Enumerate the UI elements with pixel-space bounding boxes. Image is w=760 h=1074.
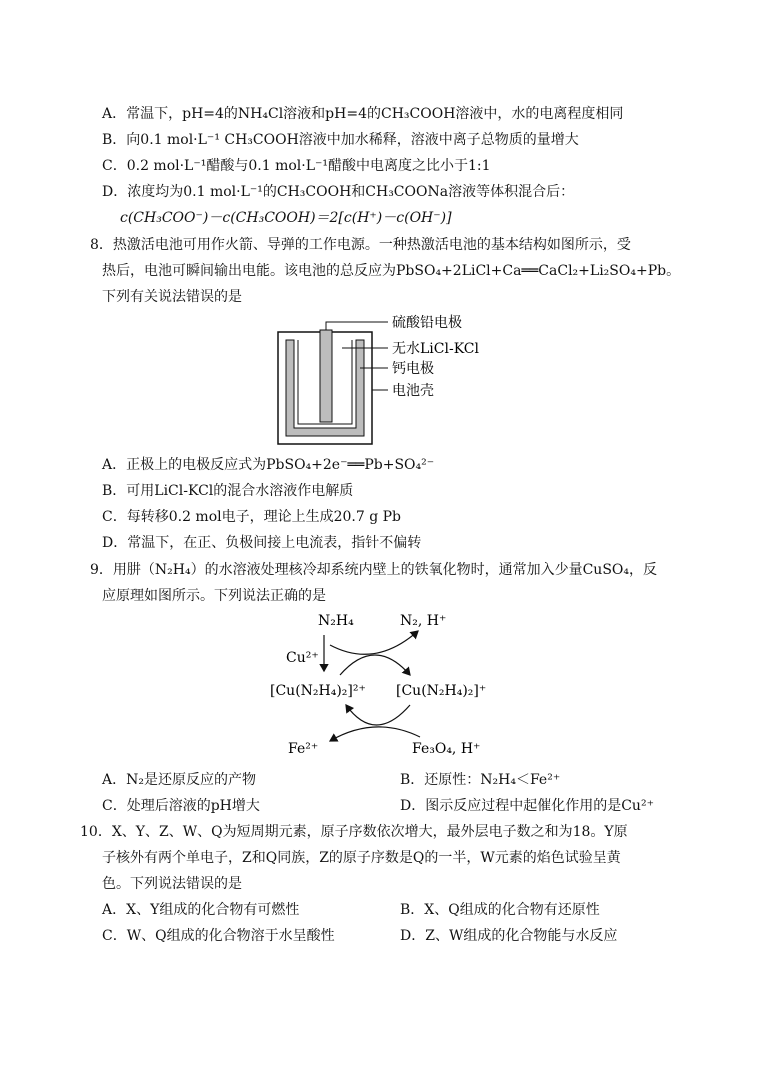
lead-sulfate-electrode	[320, 330, 332, 422]
q9-stem-line2: 应原理如图所示。下列说法正确的是	[102, 588, 326, 604]
q10-stem-line1: 10．X、Y、Z、W、Q为短周期元素，原子序数依次增大，最外层电子数之和为18。Y原	[80, 824, 628, 840]
label-complex-1plus: [Cu(N₂H₄)₂]⁺	[396, 683, 487, 699]
label-battery-shell: 电池壳	[392, 383, 434, 399]
q10-stem-line2: 子核外有两个单电子，Z和Q同族，Z的原子序数是Q的一半，W元素的焰色试验呈黄	[102, 850, 621, 866]
label-cu2: Cu²⁺	[286, 650, 319, 666]
label-fe3o4-h: Fe₃O₄, H⁺	[412, 741, 481, 757]
q7-option-d: D．浓度均为0.1 mol·L⁻¹的CH₃COOH和CH₃COONa溶液等体积混合后：	[102, 184, 575, 200]
q8-option-b: B．可用LiCl-KCl的混合水溶液作电解质	[102, 483, 354, 499]
reaction-cycle-diagram	[260, 605, 500, 765]
label-fe2: Fe²⁺	[288, 741, 319, 757]
label-calcium-electrode: 钙电极	[392, 361, 434, 377]
arrow-bottom-out	[330, 727, 420, 741]
label-line-pbso4	[326, 322, 388, 330]
q8-stem-line1: 8．热激活电池可用作火箭、导弹的工作电源。一种热激活电池的基本结构如图所示，受	[90, 237, 631, 253]
q9-option-d: D．图示反应过程中起催化作用的是Cu²⁺	[400, 798, 654, 814]
q9-option-b: B．还原性：N₂H₄＜Fe²⁺	[400, 772, 561, 788]
q8-option-d: D．常温下，在正、负极间接上电流表，指针不偏转	[102, 535, 422, 551]
arrow-top-right	[340, 655, 410, 675]
q8-option-c: C．每转移0.2 mol电子，理论上生成20.7 g Pb	[102, 509, 402, 525]
arrow-bottom-left	[346, 705, 410, 725]
q10-option-b: B．X、Q组成的化合物有还原性	[400, 902, 600, 918]
q9-option-a: A．N₂是还原反应的产物	[102, 772, 256, 788]
q10-option-c: C．W、Q组成的化合物溶于水呈酸性	[102, 928, 335, 944]
q8-option-a: A．正极上的电极反应式为PbSO₄+2e⁻══Pb+SO₄²⁻	[102, 457, 435, 473]
arrow-top-out	[330, 631, 418, 654]
q7-option-c: C．0.2 mol·L⁻¹醋酸与0.1 mol·L⁻¹醋酸中电离度之比小于1:1	[102, 158, 491, 174]
q8-stem-line3: 下列有关说法错误的是	[102, 289, 242, 305]
q8-stem-line2: 热后，电池可瞬间输出电能。该电池的总反应为PbSO₄+2LiCl+Ca══CaCl₂+Li₂SO₄+Pb。	[102, 263, 681, 279]
label-electrolyte: 无水LiCl-KCl	[392, 341, 479, 357]
label-complex-2plus: [Cu(N₂H₄)₂]²⁺	[270, 683, 366, 699]
q7-option-a: A．常温下，pH=4的NH₄Cl溶液和pH=4的CH₃COOH溶液中，水的电离程度相同	[102, 106, 624, 122]
q9-option-c: C．处理后溶液的pH增大	[102, 798, 260, 814]
label-n2-h: N₂, H⁺	[400, 613, 447, 629]
label-n2h4: N₂H₄	[318, 613, 354, 629]
q10-stem-line3: 色。下列说法错误的是	[102, 876, 242, 892]
q10-option-a: A．X、Y组成的化合物有可燃性	[102, 902, 300, 918]
battery-diagram	[270, 310, 510, 450]
q7-option-d-formula: c(CH₃COO⁻)－c(CH₃COOH)＝2[c(H⁺)－c(OH⁻)]	[120, 210, 452, 226]
q10-option-d: D．Z、W组成的化合物能与水反应	[400, 928, 618, 944]
label-pbso4-electrode: 硫酸铅电极	[392, 315, 462, 331]
q7-option-b: B．向0.1 mol·L⁻¹ CH₃COOH溶液中加水稀释，溶液中离子总物质的量增大	[102, 132, 579, 148]
q9-stem-line1: 9．用肼（N₂H₄）的水溶液处理核冷却系统内壁上的铁氧化物时，通常加入少量CuSO₄，反	[90, 562, 657, 578]
